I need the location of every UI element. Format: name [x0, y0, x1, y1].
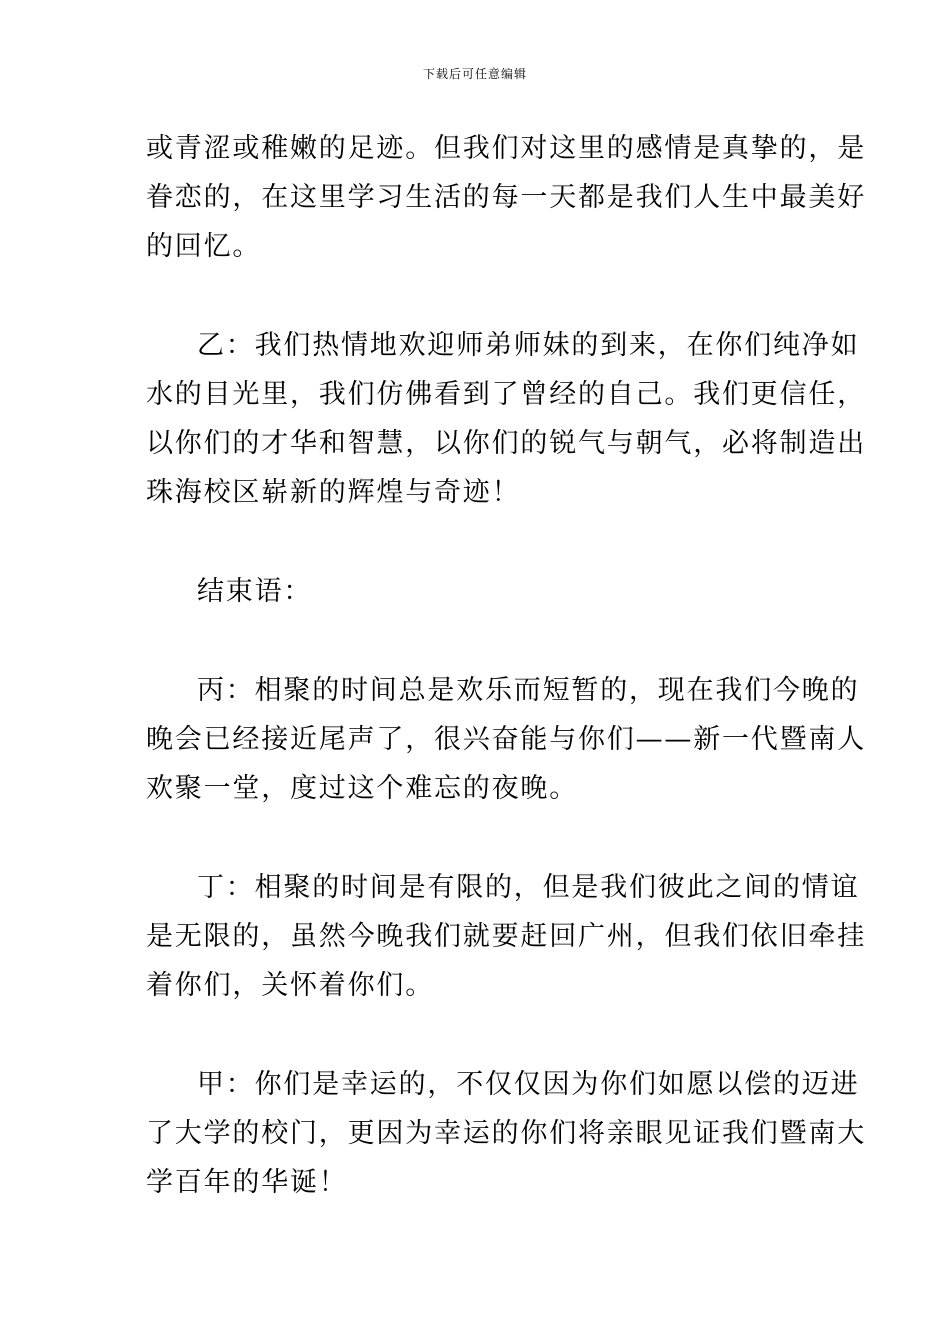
- text-line: 了大学的校门，更因为幸运的你们将亲眼见证我们暨南大: [146, 1118, 866, 1149]
- paragraph-speaker-ding: [146, 863, 866, 1010]
- text-line: 珠海校区崭新的辉煌与奇迹！: [146, 477, 521, 508]
- text-line: 学百年的华诞！: [146, 1167, 348, 1198]
- page-header: 下载后可任意编辑: [422, 67, 527, 81]
- paragraph-speaker-bing: [146, 666, 866, 813]
- text-line: 结束语：: [197, 576, 313, 607]
- text-line: 是无限的，虽然今晚我们就要赶回广州，但我们依旧牵挂: [146, 921, 866, 952]
- document-body: [146, 124, 866, 1257]
- text-line: 乙：我们热情地欢迎师弟师妹的到来，在你们纯净如: [197, 330, 860, 361]
- text-line: 丁：相聚的时间是有限的，但是我们彼此之间的情谊: [197, 872, 860, 903]
- text-line: 欢聚一堂，度过这个难忘的夜晚。: [146, 773, 578, 804]
- text-line: 的回忆。: [146, 231, 262, 262]
- text-line: 甲：你们是幸运的，不仅仅因为你们如愿以偿的迈进: [197, 1069, 860, 1100]
- text-line: 晚会已经接近尾声了，很兴奋能与你们——新一代暨南人: [146, 724, 866, 755]
- text-line: 着你们，关怀着你们。: [146, 970, 434, 1001]
- text-line: 水的目光里，我们仿佛看到了曾经的自己。我们更信任，: [146, 379, 866, 410]
- text-line: 以你们的才华和智慧，以你们的锐气与朝气，必将制造出: [146, 428, 866, 459]
- text-line: 或青涩或稚嫩的足迹。但我们对这里的感情是真挚的，是: [146, 133, 866, 164]
- paragraph-speaker-yi: [146, 321, 866, 517]
- paragraph-continuation: [146, 124, 866, 271]
- text-line: 眷恋的，在这里学习生活的每一天都是我们人生中最美好: [146, 182, 866, 213]
- paragraph-speaker-jia: [146, 1060, 866, 1207]
- text-line: 丙：相聚的时间总是欢乐而短暂的，现在我们今晚的: [197, 675, 860, 706]
- section-heading-closing: [146, 567, 811, 616]
